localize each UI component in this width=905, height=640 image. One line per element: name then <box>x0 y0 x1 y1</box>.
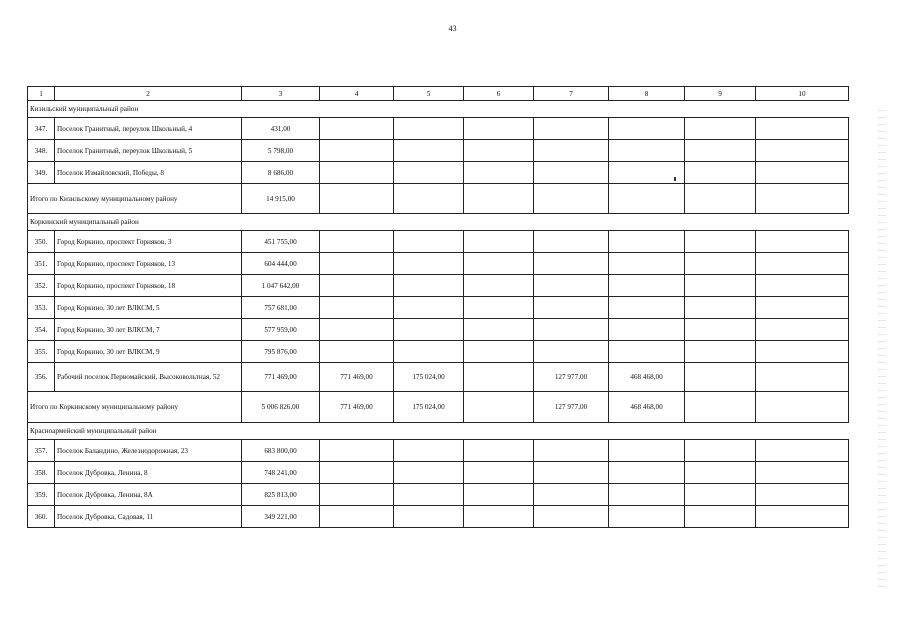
column-header: 8 <box>609 87 685 101</box>
table-row <box>28 506 849 528</box>
section-title: Коркинский муниципальный район <box>28 214 849 231</box>
empty-cell <box>756 462 849 484</box>
section-title: Красноармейский муниципальный район <box>28 423 849 440</box>
empty-cell <box>464 118 534 140</box>
column-header: 1 <box>28 87 55 101</box>
empty-cell <box>394 275 464 297</box>
empty-cell <box>464 392 534 423</box>
empty-cell <box>464 440 534 462</box>
empty-cell <box>320 297 394 319</box>
empty-cell <box>756 297 849 319</box>
empty-cell <box>320 231 394 253</box>
column-header: 4 <box>320 87 394 101</box>
empty-cell <box>320 440 394 462</box>
table-row <box>28 363 849 392</box>
empty-cell <box>394 440 464 462</box>
empty-cell <box>609 440 685 462</box>
empty-cell <box>534 484 609 506</box>
row-number: 353. <box>28 297 55 319</box>
total-label: Итого по Кизильскому муниципальному району <box>28 184 242 214</box>
empty-cell <box>756 162 849 184</box>
empty-cell <box>394 162 464 184</box>
table-row <box>28 319 849 341</box>
empty-cell <box>685 341 756 363</box>
empty-cell <box>320 319 394 341</box>
column-header: 10 <box>756 87 849 101</box>
table-row <box>28 341 849 363</box>
row-address: Город Коркино, 30 лет ВЛКСМ, 5 <box>55 297 242 319</box>
empty-cell <box>464 341 534 363</box>
empty-cell <box>464 253 534 275</box>
row-number: 347. <box>28 118 55 140</box>
empty-cell <box>464 231 534 253</box>
empty-cell <box>394 118 464 140</box>
row-number: 354. <box>28 319 55 341</box>
row-number: 359. <box>28 484 55 506</box>
total-col7: 127 977,00 <box>534 392 609 423</box>
scan-artifact <box>674 177 676 181</box>
row-col8: 468 468,00 <box>609 363 685 392</box>
empty-cell <box>609 253 685 275</box>
empty-cell <box>685 319 756 341</box>
row-address: Город Коркино, 30 лет ВЛКСМ, 9 <box>55 341 242 363</box>
empty-cell <box>464 462 534 484</box>
empty-cell <box>685 506 756 528</box>
empty-cell <box>534 184 609 214</box>
empty-cell <box>534 253 609 275</box>
empty-cell <box>464 140 534 162</box>
row-col3: 5 798,00 <box>242 140 320 162</box>
empty-cell <box>320 184 394 214</box>
column-header: 5 <box>394 87 464 101</box>
empty-cell <box>534 118 609 140</box>
section-header-row <box>28 214 849 231</box>
empty-cell <box>394 506 464 528</box>
row-col3: 825 813,00 <box>242 484 320 506</box>
row-address: Город Коркино, проспект Горняков, 3 <box>55 231 242 253</box>
empty-cell <box>534 162 609 184</box>
empty-cell <box>609 462 685 484</box>
column-header: 9 <box>685 87 756 101</box>
empty-cell <box>320 118 394 140</box>
empty-cell <box>534 462 609 484</box>
empty-cell <box>464 363 534 392</box>
empty-cell <box>756 118 849 140</box>
table-row <box>28 275 849 297</box>
empty-cell <box>609 319 685 341</box>
column-header-row <box>28 87 849 101</box>
row-address: Рабочий поселок Первомайский, Высоковольтная, 52 <box>55 363 242 392</box>
total-row <box>28 392 849 423</box>
empty-cell <box>756 363 849 392</box>
empty-cell <box>534 297 609 319</box>
empty-cell <box>756 275 849 297</box>
row-number: 355. <box>28 341 55 363</box>
row-address: Поселок Дубровка, Садовая, 11 <box>55 506 242 528</box>
row-col3: 451 755,00 <box>242 231 320 253</box>
empty-cell <box>685 140 756 162</box>
row-col5: 175 024,00 <box>394 363 464 392</box>
section-header-row <box>28 423 849 440</box>
row-address: Поселок Баландино, Железнодорожная, 23 <box>55 440 242 462</box>
row-address: Город Коркино, проспект Горняков, 18 <box>55 275 242 297</box>
empty-cell <box>609 140 685 162</box>
row-number: 356. <box>28 363 55 392</box>
empty-cell <box>464 184 534 214</box>
empty-cell <box>534 140 609 162</box>
empty-cell <box>320 484 394 506</box>
row-number: 358. <box>28 462 55 484</box>
row-col3: 577 959,00 <box>242 319 320 341</box>
empty-cell <box>609 118 685 140</box>
empty-cell <box>609 341 685 363</box>
empty-cell <box>394 231 464 253</box>
row-col3: 683 800,00 <box>242 440 320 462</box>
empty-cell <box>756 140 849 162</box>
empty-cell <box>534 341 609 363</box>
empty-cell <box>756 231 849 253</box>
empty-cell <box>685 275 756 297</box>
empty-cell <box>394 319 464 341</box>
empty-cell <box>464 297 534 319</box>
empty-cell <box>394 140 464 162</box>
empty-cell <box>685 297 756 319</box>
empty-cell <box>685 253 756 275</box>
table-row <box>28 118 849 140</box>
empty-cell <box>534 275 609 297</box>
row-number: 349. <box>28 162 55 184</box>
row-number: 350. <box>28 231 55 253</box>
total-col5: 175 024,00 <box>394 392 464 423</box>
total-label: Итого по Коркинскому муниципальному району <box>28 392 242 423</box>
row-col3: 771 469,00 <box>242 363 320 392</box>
empty-cell <box>609 231 685 253</box>
empty-cell <box>685 184 756 214</box>
empty-cell <box>394 341 464 363</box>
page-number: 43 <box>448 24 457 33</box>
empty-cell <box>534 440 609 462</box>
empty-cell <box>685 440 756 462</box>
table-row <box>28 140 849 162</box>
table-row <box>28 162 849 184</box>
row-col3: 1 047 642,00 <box>242 275 320 297</box>
empty-cell <box>320 506 394 528</box>
empty-cell <box>534 231 609 253</box>
row-col7: 127 977,00 <box>534 363 609 392</box>
empty-cell <box>685 162 756 184</box>
empty-cell <box>320 140 394 162</box>
empty-cell <box>464 162 534 184</box>
empty-cell <box>756 341 849 363</box>
empty-cell <box>464 506 534 528</box>
empty-cell <box>534 506 609 528</box>
empty-cell <box>464 319 534 341</box>
empty-cell <box>609 297 685 319</box>
column-header: 6 <box>464 87 534 101</box>
empty-cell <box>609 275 685 297</box>
empty-cell <box>320 341 394 363</box>
total-col4: 771 469,00 <box>320 392 394 423</box>
empty-cell <box>685 118 756 140</box>
row-address: Поселок Дубровка, Ленина, 8А <box>55 484 242 506</box>
table-row <box>28 297 849 319</box>
row-col3: 604 444,00 <box>242 253 320 275</box>
empty-cell <box>685 484 756 506</box>
empty-cell <box>464 275 534 297</box>
row-address: Поселок Измайловский, Победы, 8 <box>55 162 242 184</box>
empty-cell <box>685 462 756 484</box>
empty-cell <box>320 462 394 484</box>
row-number: 360. <box>28 506 55 528</box>
table-row <box>28 231 849 253</box>
row-number: 357. <box>28 440 55 462</box>
total-col8: 468 468,00 <box>609 392 685 423</box>
empty-cell <box>394 184 464 214</box>
empty-cell <box>609 506 685 528</box>
empty-cell <box>464 484 534 506</box>
row-address: Поселок Гранитный, переулок Школьный, 5 <box>55 140 242 162</box>
row-number: 348. <box>28 140 55 162</box>
empty-cell <box>394 484 464 506</box>
row-number: 351. <box>28 253 55 275</box>
row-col3: 431,00 <box>242 118 320 140</box>
row-number: 352. <box>28 275 55 297</box>
empty-cell <box>756 184 849 214</box>
empty-cell <box>756 484 849 506</box>
row-col3: 748 241,00 <box>242 462 320 484</box>
empty-cell <box>609 484 685 506</box>
empty-cell <box>534 319 609 341</box>
row-col3: 757 681,00 <box>242 297 320 319</box>
total-col3: 5 006 826,00 <box>242 392 320 423</box>
empty-cell <box>756 506 849 528</box>
section-header-row <box>28 101 849 118</box>
table-row <box>28 484 849 506</box>
table-row <box>28 440 849 462</box>
row-address: Город Коркино, проспект Горняков, 13 <box>55 253 242 275</box>
repair-program-table <box>27 86 849 528</box>
column-header: 7 <box>534 87 609 101</box>
empty-cell <box>394 297 464 319</box>
margin-scan-noise <box>878 110 886 590</box>
row-address: Город Коркино, 30 лет ВЛКСМ, 7 <box>55 319 242 341</box>
empty-cell <box>609 184 685 214</box>
empty-cell <box>685 363 756 392</box>
row-address: Поселок Гранитный, переулок Школьный, 4 <box>55 118 242 140</box>
empty-cell <box>756 253 849 275</box>
row-address: Поселок Дубровка, Ленина, 8 <box>55 462 242 484</box>
column-header: 3 <box>242 87 320 101</box>
total-col3: 14 915,00 <box>242 184 320 214</box>
empty-cell <box>394 462 464 484</box>
table-row <box>28 253 849 275</box>
section-title: Кизильский муниципальный район <box>28 101 849 118</box>
empty-cell <box>756 440 849 462</box>
empty-cell <box>320 253 394 275</box>
table-row <box>28 462 849 484</box>
empty-cell <box>320 162 394 184</box>
row-col3: 8 686,00 <box>242 162 320 184</box>
total-row <box>28 184 849 214</box>
row-col3: 349 221,00 <box>242 506 320 528</box>
row-col3: 795 876,00 <box>242 341 320 363</box>
empty-cell <box>756 392 849 423</box>
empty-cell <box>685 392 756 423</box>
empty-cell <box>685 231 756 253</box>
row-col4: 771 469,00 <box>320 363 394 392</box>
empty-cell <box>320 275 394 297</box>
column-header: 2 <box>55 87 242 101</box>
empty-cell <box>394 253 464 275</box>
empty-cell <box>756 319 849 341</box>
